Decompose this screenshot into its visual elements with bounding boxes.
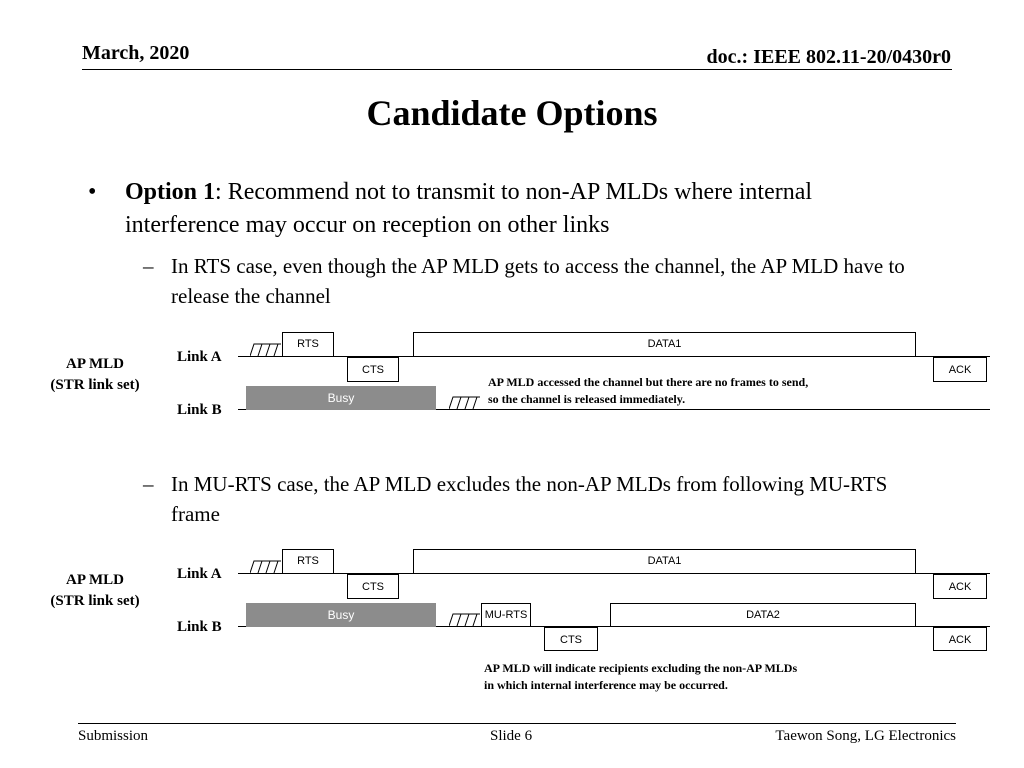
bullet-marker: • — [88, 179, 97, 205]
sub2-marker: – — [143, 472, 154, 496]
backoff-slots-icon — [449, 613, 481, 627]
header-doc-id: doc.: IEEE 802.11-20/0430r0 — [706, 46, 951, 68]
sub2-text: In MU-RTS case, the AP MLD excludes the non-AP MLDs from following MU-RTS frame — [171, 472, 888, 526]
diagram1-note — [488, 374, 808, 408]
header-date: March, 2020 — [82, 42, 190, 64]
sub1-marker: – — [143, 254, 154, 278]
cts-frame: CTS — [347, 357, 399, 382]
ap-mld-sub: (STR link set) — [50, 377, 140, 393]
note-line-2: in which internal interference may be occurred. — [484, 678, 728, 692]
ack-frame: ACK — [933, 574, 987, 599]
page-title: Candidate Options — [366, 93, 658, 133]
sub1-text: In RTS case, even though the AP MLD gets to access the channel, the AP MLD have to release the channel — [171, 254, 905, 308]
ap-mld-name: AP MLD — [66, 356, 124, 372]
ap-mld-label — [40, 354, 150, 396]
rts-frame: RTS — [282, 332, 334, 357]
header-rule — [82, 69, 952, 70]
option-label: Option 1 — [125, 179, 216, 205]
data2-frame: DATA2 — [610, 603, 916, 627]
note-line-2: so the channel is released immediately. — [488, 392, 686, 406]
mu-rts-frame: MU-RTS — [481, 603, 531, 627]
backoff-slots-icon — [449, 396, 481, 410]
busy-period: Busy — [246, 603, 436, 627]
footer-author: Taewon Song, LG Electronics — [775, 728, 956, 744]
data1-frame: DATA1 — [413, 332, 916, 357]
link-a-label: Link A — [177, 566, 222, 582]
data1-frame: DATA1 — [413, 549, 916, 574]
bullet-option1 — [125, 176, 875, 242]
ack-frame: ACK — [933, 357, 987, 382]
backoff-slots-icon — [250, 560, 282, 574]
note-line-1: AP MLD will indicate recipients excluding the non-AP MLDs — [484, 661, 798, 675]
ap-mld-sub: (STR link set) — [50, 593, 140, 609]
link-b-label: Link B — [177, 402, 222, 418]
footer-slide-number: Slide 6 — [490, 728, 533, 744]
busy-period: Busy — [246, 386, 436, 410]
footer-rule — [78, 723, 956, 724]
ap-mld-name: AP MLD — [66, 572, 124, 588]
ap-mld-label — [40, 570, 150, 612]
backoff-slots-icon — [250, 343, 282, 357]
ack-frame: ACK — [933, 627, 987, 651]
cts-frame: CTS — [544, 627, 598, 651]
note-line-1: AP MLD accessed the channel but there are no frames to send, — [488, 375, 809, 389]
rts-frame: RTS — [282, 549, 334, 574]
footer-submission: Submission — [78, 728, 149, 744]
link-a-label: Link A — [177, 349, 222, 365]
link-b-label: Link B — [177, 619, 222, 635]
cts-frame: CTS — [347, 574, 399, 599]
diagram2-note — [484, 660, 797, 694]
option-text: : Recommend not to transmit to non-AP MLDs where internal interference may occur on reception on other links — [125, 179, 813, 238]
